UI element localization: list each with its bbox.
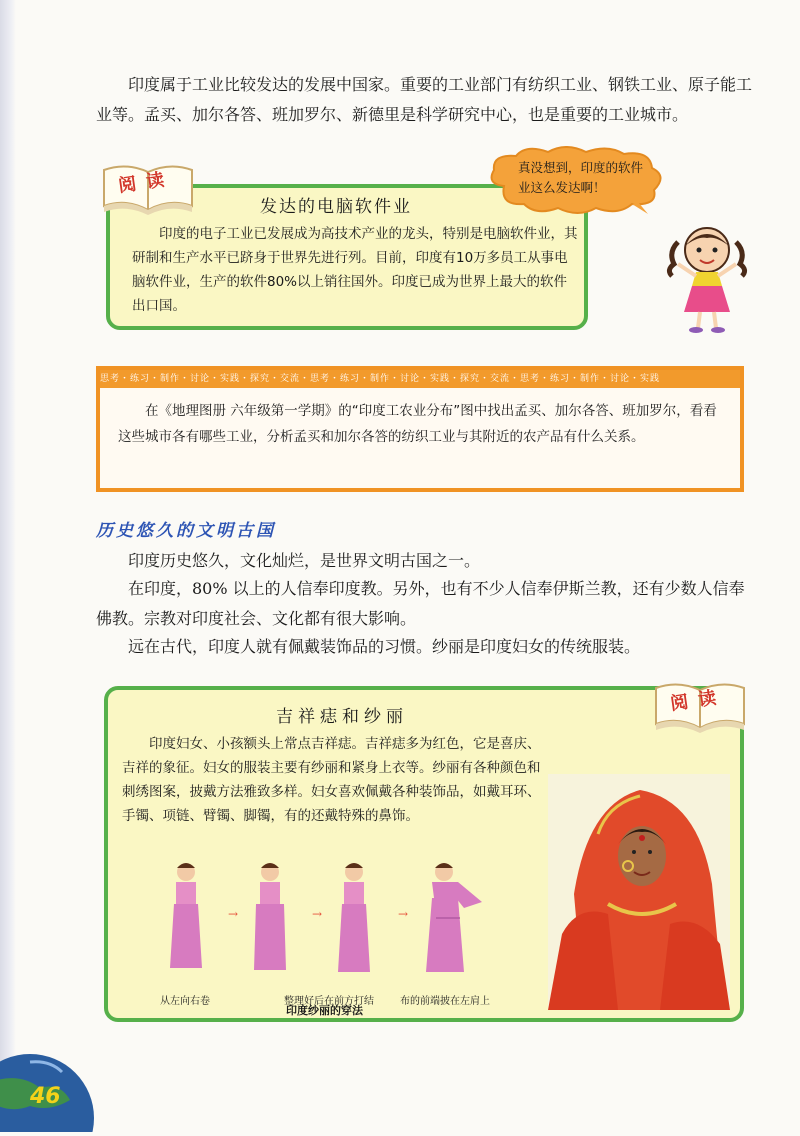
reading-label: 阅读 — [117, 168, 176, 197]
paragraph-2: 在印度，80% 以上的人信奉印度教。另外，也有不少人信奉伊斯兰教，还有少数人信奉佛教。宗教对印度社会、文化都有很大影响。 — [96, 579, 745, 628]
caption-step-1: 从左向右卷 — [160, 996, 210, 1007]
svg-text:→: → — [398, 907, 409, 921]
caption-step-2: 整理好后在前方打结 — [284, 996, 374, 1007]
open-book-icon — [100, 160, 196, 216]
reading-box-sari — [104, 686, 744, 1022]
sari-step-3 — [338, 863, 370, 972]
svg-text:→: → — [228, 907, 239, 921]
reading-title: 发达的电脑软件业 — [260, 197, 412, 217]
activity-strip: 思考・练习・制作・讨论・实践・探究・交流・思考・练习・制作・讨论・实践・探究・交流・思考・练习・制作・讨论・实践 — [100, 370, 740, 388]
reading-body: 印度妇女、小孩额头上常点吉祥痣。吉祥痣多为红色，它是喜庆、吉祥的象征。妇女的服装主要有纱丽和紧身上衣等。纱丽有各种颜色和刺绣图案，披戴方法雅致多样。妇女喜欢佩戴各种装饰品，如戴耳环、手镯、项链、臂镯、脚镯，有的还戴特殊的鼻饰。 — [122, 736, 541, 824]
sari-step-4 — [426, 863, 482, 972]
sari-step-1 — [170, 863, 202, 968]
figure-title: 印度纱丽的穿法 — [286, 1004, 363, 1017]
open-book-icon — [652, 678, 748, 734]
caption-step-3: 布的前端披在左肩上 — [400, 996, 490, 1007]
sari-step-2 — [254, 863, 286, 970]
paragraph-1: 印度历史悠久，文化灿烂，是世界文明古国之一。 — [128, 551, 481, 570]
girl-cartoon — [664, 222, 750, 340]
reading-label: 阅读 — [669, 686, 728, 715]
reading-body: 印度的电子工业已发展成为高技术产业的龙头，特别是电脑软件业，其研制和生产水平已跻身于世界先进行列。目前，印度有10万多员工从事电脑软件业，生产的软件80%以上销往国外。印度已成为世界上最大的软件出口国。 — [132, 226, 578, 314]
page-number: 46 — [30, 1084, 61, 1109]
intro-paragraph: 印度属于工业比较发达的发展中国家。重要的工业部门有纺织工业、钢铁工业、原子能工业等。孟买、加尔各答、班加罗尔、新德里是科学研究中心，也是重要的工业城市。 — [96, 75, 753, 124]
speech-text: 真没想到，印度的软件业这么发达啊！ — [518, 160, 644, 195]
book-spine — [0, 0, 16, 1132]
reading-title: 吉祥痣和纱丽 — [276, 707, 408, 727]
indian-woman-photo — [548, 774, 730, 1010]
activity-box — [96, 366, 744, 492]
activity-body: 在《地理图册 六年级第一学期》的“印度工农业分布”图中找出孟买、加尔各答、班加罗尔，看看这些城市各有哪些工业，分析孟买和加尔各答的纺织工业与其附近的农产品有什么关系。 — [118, 403, 717, 445]
svg-text:→: → — [312, 907, 323, 921]
speech-bubble — [482, 146, 668, 216]
section-heading: 历史悠久的文明古国 — [96, 521, 276, 541]
sari-steps-figure — [152, 858, 532, 982]
paragraph-3: 远在古代，印度人就有佩戴装饰品的习惯。纱丽是印度妇女的传统服装。 — [128, 637, 641, 656]
